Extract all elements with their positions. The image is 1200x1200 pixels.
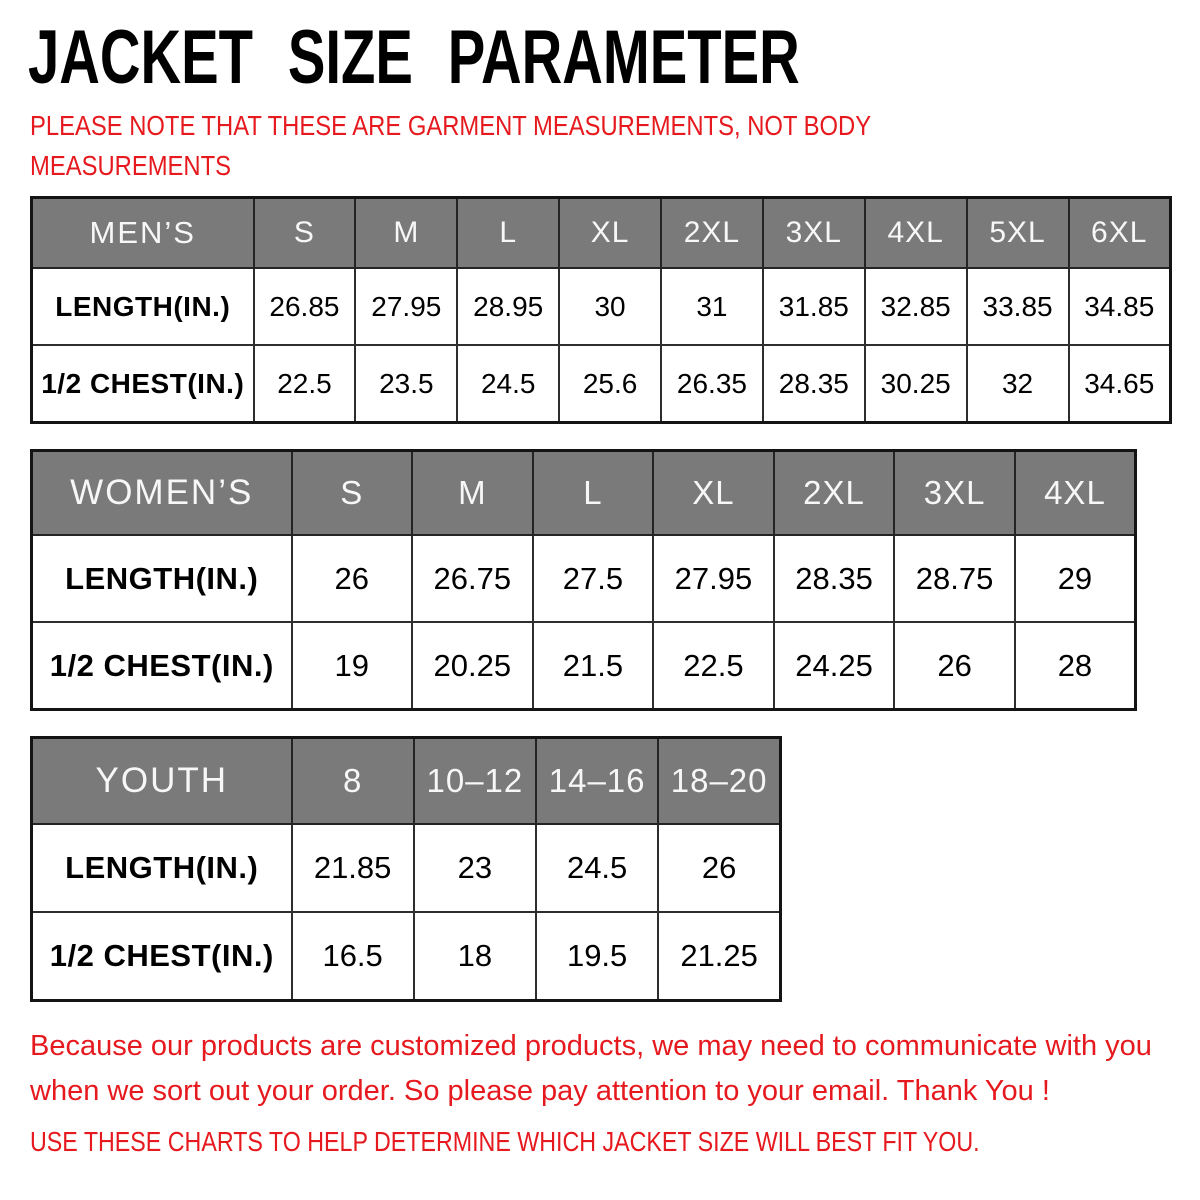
mens-size-header: 2XL xyxy=(661,198,763,269)
length-value: 32.85 xyxy=(865,268,967,345)
row-label: 1/2 CHEST(IN.) xyxy=(32,345,254,423)
mens-size-header: 6XL xyxy=(1069,198,1171,269)
chest-value: 20.25 xyxy=(412,622,533,710)
length-value: 24.5 xyxy=(536,824,658,912)
womens-table-title: WOMEN’S xyxy=(32,451,292,536)
mens-size-header: 5XL xyxy=(967,198,1069,269)
length-value: 31 xyxy=(661,268,763,345)
length-value: 26.75 xyxy=(412,535,533,622)
length-value: 26 xyxy=(658,824,780,912)
row-label: LENGTH(IN.) xyxy=(32,268,254,345)
note-line-1: PLEASE NOTE THAT THESE ARE GARMENT MEASUREMENTS, NOT BODY xyxy=(30,110,872,141)
chest-value: 22.5 xyxy=(254,345,356,423)
mens-size-header: S xyxy=(254,198,356,269)
garment-measurements-note xyxy=(30,106,871,186)
chest-value: 26 xyxy=(894,622,1015,710)
chest-value: 22.5 xyxy=(653,622,774,710)
length-value: 26.85 xyxy=(254,268,356,345)
mens-size-header: M xyxy=(355,198,457,269)
mens-size-header: 3XL xyxy=(763,198,865,269)
youth-size-header: 10–12 xyxy=(414,738,536,825)
chest-value: 19.5 xyxy=(536,912,658,1001)
chest-value: 25.6 xyxy=(559,345,661,423)
womens-size-header: S xyxy=(292,451,413,536)
mens-size-table xyxy=(30,196,1172,424)
length-value: 31.85 xyxy=(763,268,865,345)
womens-length-row xyxy=(32,535,1136,622)
womens-header-row xyxy=(32,451,1136,536)
mens-size-header: L xyxy=(457,198,559,269)
length-value: 29 xyxy=(1015,535,1136,622)
length-value: 26 xyxy=(292,535,413,622)
womens-size-header: 4XL xyxy=(1015,451,1136,536)
chest-value: 16.5 xyxy=(292,912,414,1001)
youth-table-title: YOUTH xyxy=(32,738,292,825)
row-label: LENGTH(IN.) xyxy=(32,824,292,912)
chest-value: 18 xyxy=(414,912,536,1001)
length-value: 21.85 xyxy=(292,824,414,912)
womens-size-header: M xyxy=(412,451,533,536)
footer-note-line-1: Because our products are customized products, we may need to communicate with you xyxy=(30,1030,1152,1062)
chest-value: 26.35 xyxy=(661,345,763,423)
mens-size-header: XL xyxy=(559,198,661,269)
womens-size-header: L xyxy=(533,451,654,536)
womens-chest-row xyxy=(32,622,1136,710)
length-value: 23 xyxy=(414,824,536,912)
customized-products-note xyxy=(30,1024,1152,1114)
chest-value: 21.25 xyxy=(658,912,780,1001)
length-value: 27.95 xyxy=(653,535,774,622)
length-value: 28.75 xyxy=(894,535,1015,622)
womens-size-header: XL xyxy=(653,451,774,536)
chest-value: 21.5 xyxy=(533,622,654,710)
row-label: LENGTH(IN.) xyxy=(32,535,292,622)
youth-length-row xyxy=(32,824,781,912)
length-value: 33.85 xyxy=(967,268,1069,345)
youth-size-header: 14–16 xyxy=(536,738,658,825)
length-value: 27.95 xyxy=(355,268,457,345)
chest-value: 30.25 xyxy=(865,345,967,423)
length-value: 28.35 xyxy=(774,535,895,622)
length-value: 28.95 xyxy=(457,268,559,345)
length-value: 34.85 xyxy=(1069,268,1171,345)
womens-size-table xyxy=(30,449,1137,711)
chest-value: 24.5 xyxy=(457,345,559,423)
youth-header-row xyxy=(32,738,781,825)
chest-value: 32 xyxy=(967,345,1069,423)
chest-value: 34.65 xyxy=(1069,345,1171,423)
length-value: 27.5 xyxy=(533,535,654,622)
note-line-2: MEASUREMENTS xyxy=(30,149,231,181)
row-label: 1/2 CHEST(IN.) xyxy=(32,912,292,1001)
mens-chest-row xyxy=(32,345,1171,423)
youth-size-header: 18–20 xyxy=(658,738,780,825)
womens-size-header: 2XL xyxy=(774,451,895,536)
womens-size-header: 3XL xyxy=(894,451,1015,536)
mens-size-header: 4XL xyxy=(865,198,967,269)
mens-header-row xyxy=(32,198,1171,269)
chest-value: 24.25 xyxy=(774,622,895,710)
youth-size-table xyxy=(30,736,782,1002)
chest-value: 19 xyxy=(292,622,413,710)
page-title: JACKET SIZE PARAMETER xyxy=(28,15,800,100)
row-label: 1/2 CHEST(IN.) xyxy=(32,622,292,710)
chest-value: 23.5 xyxy=(355,345,457,423)
chest-value: 28 xyxy=(1015,622,1136,710)
mens-table-title: MEN’S xyxy=(32,198,254,269)
footer-note-line-2: when we sort out your order. So please pay attention to your email. Thank You ! xyxy=(30,1074,1050,1107)
chest-value: 28.35 xyxy=(763,345,865,423)
youth-chest-row xyxy=(32,912,781,1001)
mens-length-row xyxy=(32,268,1171,345)
youth-size-header: 8 xyxy=(292,738,414,825)
length-value: 30 xyxy=(559,268,661,345)
use-charts-note: USE THESE CHARTS TO HELP DETERMINE WHICH JACKET SIZE WILL BEST FIT YOU. xyxy=(30,1126,980,1157)
